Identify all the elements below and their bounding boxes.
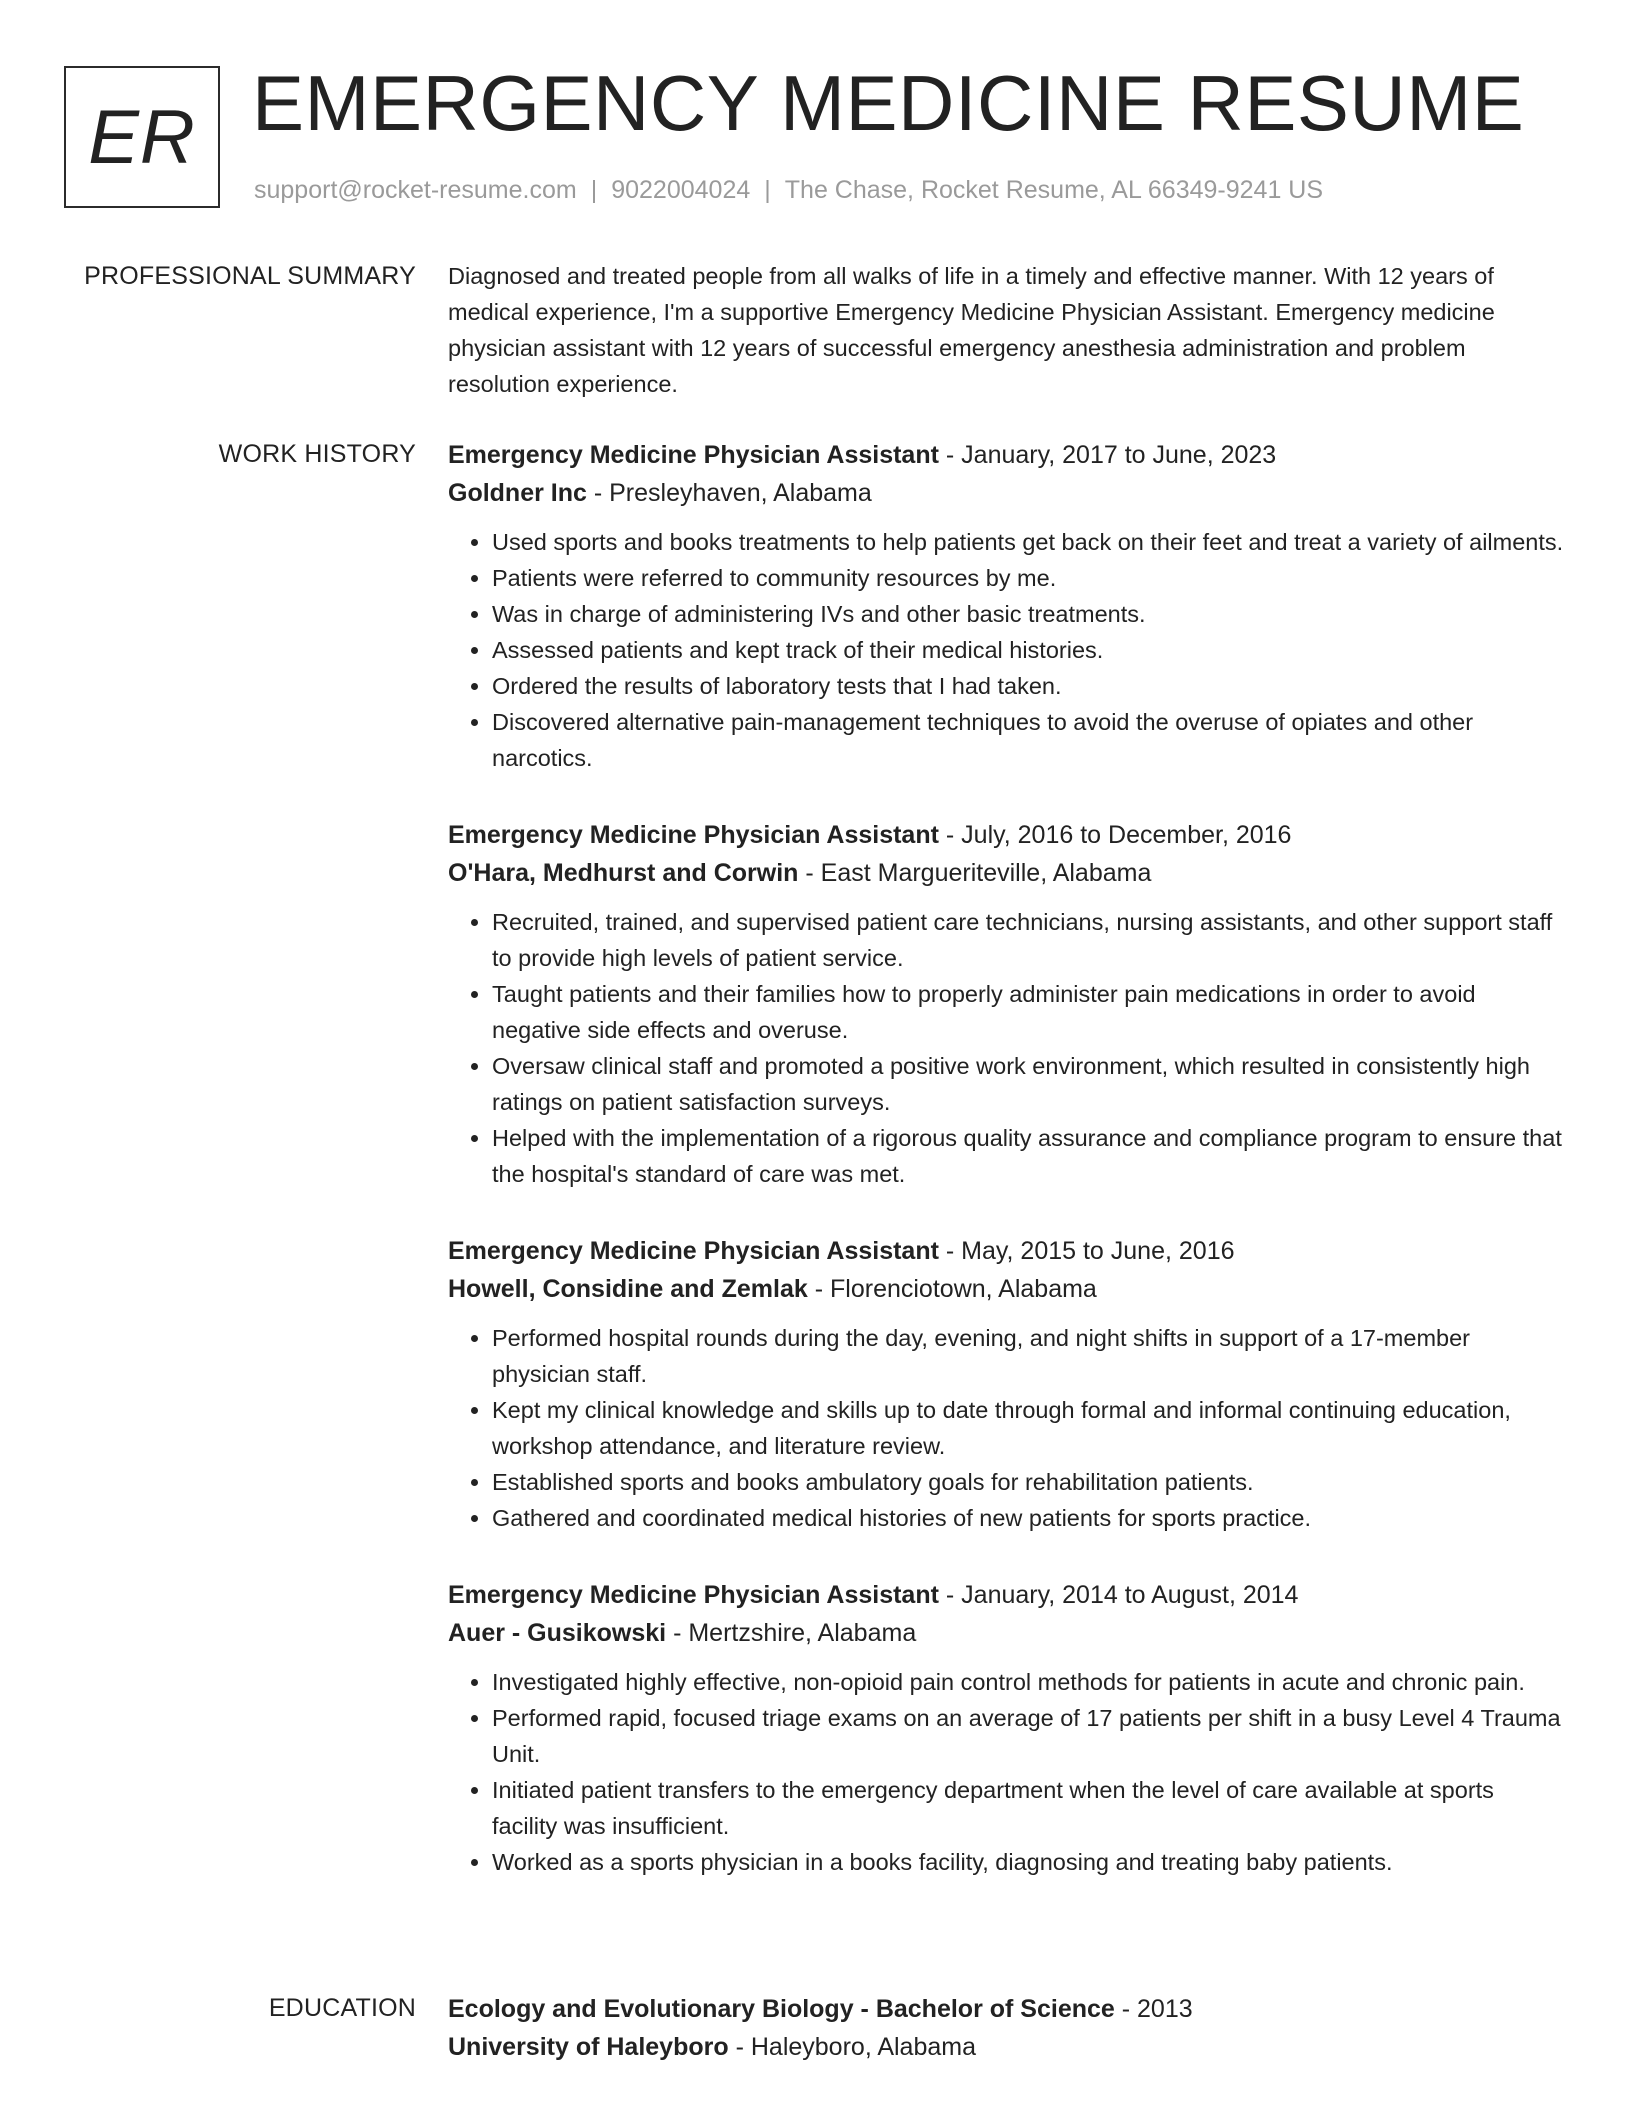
job-duty: • Ordered the results of laboratory tests that I had taken. xyxy=(492,668,1564,704)
job-entry xyxy=(448,1576,1564,1880)
education-year: - 2013 xyxy=(1121,1995,1193,2023)
job-duty: • Initiated patient transfers to the emergency department when the level of care available at sports facility was insufficient. xyxy=(492,1772,1564,1844)
job-entry xyxy=(448,436,1564,776)
job-company: Goldner Inc xyxy=(448,479,587,507)
job-duty: • Was in charge of administering IVs and other basic treatments. xyxy=(492,596,1564,632)
job-company: Auer - Gusikowski xyxy=(448,1619,667,1647)
job-location: - Florenciotown, Alabama xyxy=(814,1275,1097,1303)
job-dates: - January, 2017 to June, 2023 xyxy=(945,441,1277,469)
education-body xyxy=(448,1990,1564,2096)
education-degree-line xyxy=(448,1990,1564,2028)
job-duty: • Helped with the implementation of a rigorous quality assurance and compliance program to ensure that the hospital's standard of care was met. xyxy=(492,1120,1564,1192)
contact-email: support@rocket-resume.com xyxy=(254,176,577,204)
job-dates: - July, 2016 to December, 2016 xyxy=(945,821,1292,849)
job-duty: • Patients were referred to community resources by me. xyxy=(492,560,1564,596)
resume-title: EMERGENCY MEDICINE RESUME xyxy=(252,59,1525,147)
education-entry xyxy=(448,1990,1564,2066)
job-title-line xyxy=(448,816,1564,854)
job-location: - Mertzshire, Alabama xyxy=(673,1619,917,1647)
contact-separator: | xyxy=(764,176,771,204)
job-company-line xyxy=(448,474,1564,512)
education-school: University of Haleyboro xyxy=(448,2033,729,2061)
job-duty: • Kept my clinical knowledge and skills up to date through formal and informal continuing education, workshop attendance, and literature review. xyxy=(492,1392,1564,1464)
monogram-logo xyxy=(64,66,220,208)
job-duty: • Oversaw clinical staff and promoted a positive work environment, which resulted in consistently high ratings on patient satisfaction surveys. xyxy=(492,1048,1564,1120)
job-title-line xyxy=(448,1576,1564,1614)
monogram-text: ER xyxy=(88,94,196,180)
job-location: - East Margueriteville, Alabama xyxy=(805,859,1152,887)
job-duty: • Gathered and coordinated medical histories of new patients for sports practice. xyxy=(492,1500,1564,1536)
contact-phone: 9022004024 xyxy=(611,176,751,204)
job-duty: • Worked as a sports physician in a books facility, diagnosing and treating baby patients. xyxy=(492,1844,1564,1880)
job-duty: • Discovered alternative pain-management techniques to avoid the overuse of opiates and other narcotics. xyxy=(492,704,1564,776)
work-history-body xyxy=(448,436,1564,1920)
section-label-education: EDUCATION xyxy=(268,1994,416,2022)
job-company-line xyxy=(448,1614,1564,1652)
job-duty: • Used sports and books treatments to help patients get back on their feet and treat a variety of ailments. xyxy=(492,524,1564,560)
job-duties-list xyxy=(448,524,1564,776)
education-school-line xyxy=(448,2028,1564,2066)
job-duties-list xyxy=(448,904,1564,1192)
summary-body xyxy=(448,258,1564,402)
job-duty: • Performed rapid, focused triage exams on an average of 17 patients per shift in a busy Level 4 Trauma Unit. xyxy=(492,1700,1564,1772)
job-duty: • Assessed patients and kept track of their medical histories. xyxy=(492,632,1564,668)
job-entry xyxy=(448,1232,1564,1536)
job-title: Emergency Medicine Physician Assistant xyxy=(448,821,939,849)
job-entry xyxy=(448,816,1564,1192)
job-duties-list xyxy=(448,1320,1564,1536)
education-degree: Ecology and Evolutionary Biology - Bachelor of Science xyxy=(448,1995,1115,2023)
job-duty: • Taught patients and their families how to properly administer pain medications in order to avoid negative side effects and overuse. xyxy=(492,976,1564,1048)
job-location: - Presleyhaven, Alabama xyxy=(593,479,872,507)
education-location: - Haleyboro, Alabama xyxy=(735,2033,976,2061)
contact-line xyxy=(254,172,1323,208)
job-dates: - May, 2015 to June, 2016 xyxy=(945,1237,1235,1265)
section-label-work-history: WORK HISTORY xyxy=(218,440,416,468)
job-company: Howell, Considine and Zemlak xyxy=(448,1275,808,1303)
job-duty: • Established sports and books ambulatory goals for rehabilitation patients. xyxy=(492,1464,1564,1500)
job-duties-list xyxy=(448,1664,1564,1880)
job-dates: - January, 2014 to August, 2014 xyxy=(945,1581,1299,1609)
job-title-line xyxy=(448,1232,1564,1270)
summary-text: Diagnosed and treated people from all walks of life in a timely and effective manner. With 12 years of medical experience, I'm a supportive Emergency Medicine Physician Assistant. Emergency medicine physician assistant with 12 years of successful emergency anesthesia administration and problem resolution experience. xyxy=(448,263,1495,397)
job-company-line xyxy=(448,1270,1564,1308)
job-title: Emergency Medicine Physician Assistant xyxy=(448,1581,939,1609)
job-company-line xyxy=(448,854,1564,892)
job-title: Emergency Medicine Physician Assistant xyxy=(448,1237,939,1265)
section-label-summary: PROFESSIONAL SUMMARY xyxy=(84,262,416,290)
contact-address: The Chase, Rocket Resume, AL 66349-9241 US xyxy=(784,176,1324,204)
job-duty: • Investigated highly effective, non-opioid pain control methods for patients in acute and chronic pain. xyxy=(492,1664,1564,1700)
job-company: O'Hara, Medhurst and Corwin xyxy=(448,859,799,887)
contact-separator: | xyxy=(590,176,598,204)
job-title: Emergency Medicine Physician Assistant xyxy=(448,441,939,469)
job-duty: • Recruited, trained, and supervised patient care technicians, nursing assistants, and other support staff to provide high levels of patient service. xyxy=(492,904,1564,976)
job-title-line xyxy=(448,436,1564,474)
job-duty: • Performed hospital rounds during the day, evening, and night shifts in support of a 17-member physician staff. xyxy=(492,1320,1564,1392)
